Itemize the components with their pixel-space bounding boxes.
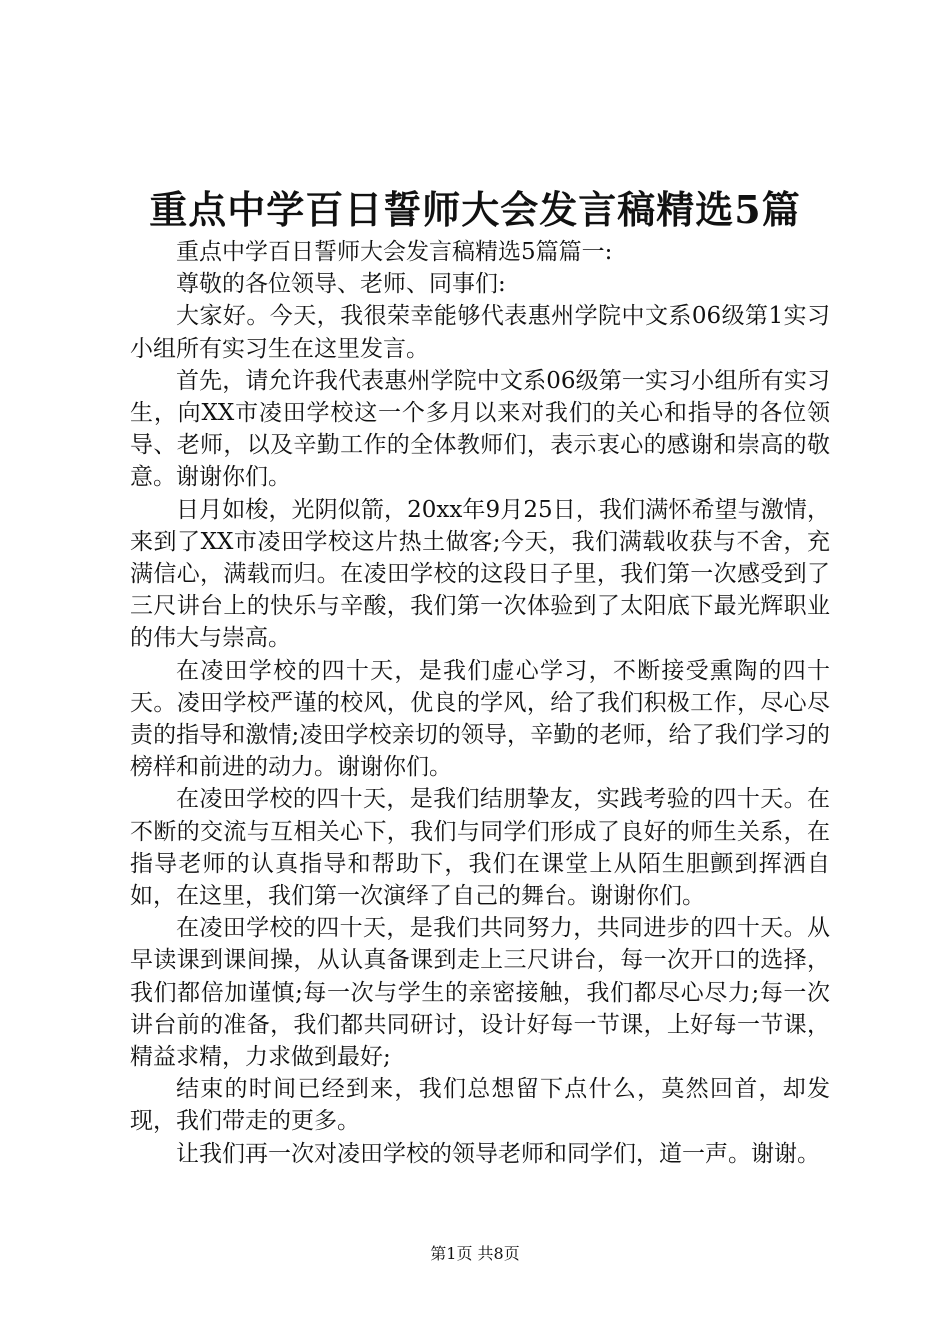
paragraph: 结束的时间已经到来，我们总想留下点什么，莫然回首，却发现，我们带走的更多。 [130,1076,830,1135]
paragraph: 大家好。今天，我很荣幸能够代表惠州学院中文系06级第1实习小组所有实习生在这里发言。 [130,303,830,362]
paragraph: 在凌田学校的四十天，是我们结朋挚友，实践考验的四十天。在不断的交流与互相关心下，我们与同学们形成了良好的师生关系，在指导老师的认真指导和帮助下，我们在课堂上从陌生胆颤到挥洒自如，在这里，我们第一次演绎了自己的舞台。谢谢你们。 [130,786,830,910]
page-number: 第1页 共8页 [430,1244,520,1263]
paragraph: 首先，请允许我代表惠州学院中文系06级第一实习小组所有实习生，向XX市凌田学校这一个多月以来对我们的关心和指导的各位领导、老师，以及辛勤工作的全体教师们，表示衷心的感谢和崇高的敬意。谢谢你们。 [130,367,830,491]
paragraph-heading: 重点中学百日誓师大会发言稿精选5篇篇一: [176,239,613,265]
paragraph: 在凌田学校的四十天，是我们共同努力，共同进步的四十天。从早读课到课间操，从认真备课到走上三尺讲台，每一次开口的选择，我们都倍加谨慎;每一次与学生的亲密接触，我们都尽心尽力;每一次讲台前的准备，我们都共同研讨，设计好每一节课，上好每一节课，精益求精，力求做到最好; [130,915,830,1071]
paragraph-closing: 让我们再一次对凌田学校的领导老师和同学们，道一声。谢谢。 [176,1140,820,1167]
paragraph: 在凌田学校的四十天，是我们虚心学习，不断接受熏陶的四十天。凌田学校严谨的校风，优良的学风，给了我们积极工作，尽心尽责的指导和激情;凌田学校亲切的领导，辛勤的老师，给了我们学习的榜样和前进的动力。谢谢你们。 [130,657,830,781]
document-title: 重点中学百日誓师大会发言稿精选5篇 [149,187,801,232]
paragraph-salutation: 尊敬的各位领导、老师、同事们: [176,271,506,298]
document-body [130,236,830,1170]
paragraph: 日月如梭，光阴似箭，20xx年9月25日，我们满怀希望与激情，来到了XX市凌田学校这片热土做客;今天，我们满载收获与不舍，充满信心，满载而归。在凌田学校的这段日子里，我们第一次感受到了三尺讲台上的快乐与辛酸，我们第一次体验到了太阳底下最光辉职业的伟大与崇高。 [130,496,830,652]
